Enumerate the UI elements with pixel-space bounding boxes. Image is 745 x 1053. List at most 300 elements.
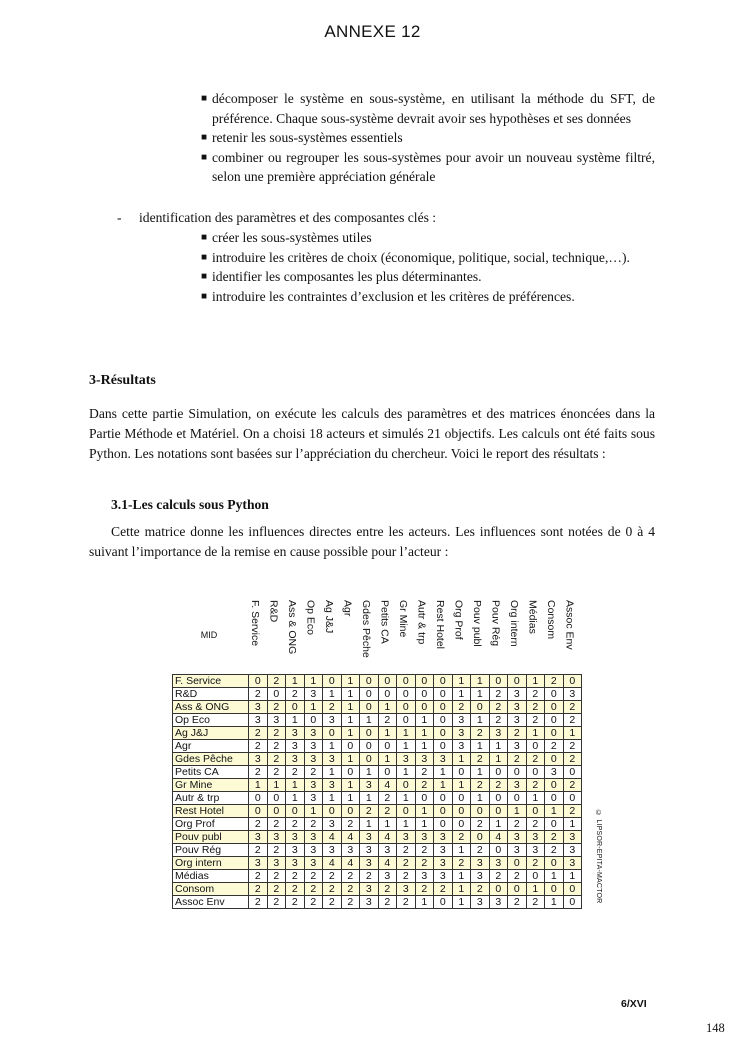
matrix-cell: 1 [415,740,434,753]
matrix-cell: 1 [397,792,416,805]
matrix-cell: 1 [452,883,471,896]
matrix-cell: 0 [545,753,564,766]
matrix-cell: 0 [341,740,360,753]
matrix-cell: 0 [415,792,434,805]
row-label: Médias [173,870,249,883]
matrix-cell: 2 [563,753,582,766]
matrix-cell: 3 [452,714,471,727]
matrix-cell: 0 [249,675,268,688]
table-row [173,844,582,857]
matrix-column-header: Ag J&J [323,600,335,634]
table-row [173,779,582,792]
table-row [173,766,582,779]
matrix-cell: 2 [341,883,360,896]
row-label: Assoc Env [173,896,249,909]
matrix-cell: 1 [341,753,360,766]
matrix-cell: 3 [508,740,527,753]
matrix-cell: 1 [452,753,471,766]
matrix-cell: 0 [341,805,360,818]
row-label: Gdes Pêche [173,753,249,766]
matrix-column-header: Petits CA [378,600,391,644]
matrix-cell: 3 [563,688,582,701]
matrix-cell: 2 [249,818,268,831]
table-row [173,818,582,831]
matrix-cell: 3 [434,870,453,883]
matrix-cell: 2 [415,857,434,870]
matrix-cell: 1 [286,792,305,805]
matrix-cell: 1 [526,675,545,688]
matrix-cell: 1 [452,896,471,909]
matrix-cell: 2 [286,870,305,883]
matrix-cell: 0 [452,792,471,805]
matrix-cell: 1 [323,688,342,701]
matrix-cell: 3 [508,844,527,857]
matrix-cell: 2 [249,883,268,896]
matrix-cell: 1 [286,675,305,688]
matrix-cell: 1 [471,740,490,753]
matrix-cell: 0 [249,805,268,818]
matrix-cell: 2 [286,766,305,779]
matrix-corner-label: MID [200,630,218,640]
matrix-cell: 1 [489,753,508,766]
matrix-cell: 3 [434,844,453,857]
matrix-cell: 0 [397,688,416,701]
matrix-cell: 1 [341,675,360,688]
table-row [173,870,582,883]
matrix-cell: 1 [378,753,397,766]
matrix-cell: 2 [508,727,527,740]
matrix-cell: 1 [323,740,342,753]
matrix-cell: 3 [489,727,508,740]
matrix-cell: 0 [267,792,286,805]
row-label: Ag J&J [173,727,249,740]
matrix-cell: 1 [434,766,453,779]
matrix-cell: 0 [489,792,508,805]
matrix-cell: 3 [267,714,286,727]
matrix-cell: 3 [267,857,286,870]
matrix-cell: 0 [397,714,416,727]
matrix-cell: 2 [489,714,508,727]
matrix-cell: 2 [378,805,397,818]
matrix-cell: 1 [341,779,360,792]
matrix-cell: 2 [249,740,268,753]
matrix-cell: 0 [378,675,397,688]
row-label: Pouv Rég [173,844,249,857]
matrix-cell: 0 [378,688,397,701]
matrix-column-header: Agr [341,600,354,617]
matrix-column-header: Médias [526,600,539,634]
table-row [173,753,582,766]
matrix-cell: 0 [434,688,453,701]
matrix-cell: 1 [471,792,490,805]
matrix-cell: 1 [508,805,527,818]
matrix-cell: 0 [452,805,471,818]
matrix-column-header: R&D [267,600,280,623]
matrix-column-header: Consom [545,600,557,640]
matrix-cell: 4 [341,857,360,870]
matrix-cell: 0 [508,792,527,805]
row-label: R&D [173,688,249,701]
matrix-cell: 0 [452,818,471,831]
matrix-cell: 3 [323,714,342,727]
matrix-cell: 0 [526,766,545,779]
matrix-cell: 2 [508,896,527,909]
section-intro: Dans cette partie Simulation, on exécute les calculs des paramètres et des matrices énoncées dans la Partie Méthode et Matériel. On a choisi 18 acteurs et simulés 21 objectifs. Les calculs ont été faits sous Python. Les notations sont basées sur l’appréciation du chercheur. Voici le report des résultats : [89,406,655,461]
matrix-cell: 2 [526,714,545,727]
table-row [173,831,582,844]
row-label: Pouv publ [173,831,249,844]
matrix-cell: 3 [286,753,305,766]
matrix-cell: 2 [563,779,582,792]
matrix-cell: 3 [508,701,527,714]
matrix-cell: 3 [304,688,323,701]
matrix-cell: 1 [397,727,416,740]
matrix-cell: 2 [563,740,582,753]
matrix-cell: 1 [415,818,434,831]
matrix-cell: 0 [434,714,453,727]
matrix-cell: 3 [378,870,397,883]
matrix-cell: 3 [434,753,453,766]
matrix-cell: 2 [323,883,342,896]
matrix-cell: 2 [545,831,564,844]
matrix-cell: 2 [341,870,360,883]
table-row [173,896,582,909]
matrix-cell: 2 [286,896,305,909]
matrix-cell: 2 [267,818,286,831]
matrix-cell: 2 [249,766,268,779]
matrix-cell: 1 [415,714,434,727]
matrix-cell: 0 [489,766,508,779]
matrix-cell: 2 [397,870,416,883]
matrix-cell: 4 [489,831,508,844]
matrix-cell: 1 [526,792,545,805]
matrix-cell: 1 [452,688,471,701]
matrix-cell: 0 [489,675,508,688]
annex-title: ANNEXE 12 [324,22,421,41]
matrix-cell: 0 [563,675,582,688]
matrix-cell: 1 [378,818,397,831]
matrix-cell: 3 [360,896,379,909]
matrix-cell: 1 [341,727,360,740]
matrix-cell: 2 [452,857,471,870]
matrix-cell: 1 [360,714,379,727]
matrix-cell: 2 [267,701,286,714]
matrix-cell: 0 [471,805,490,818]
matrix-cell: 2 [415,779,434,792]
matrix-cell: 1 [304,805,323,818]
matrix-cell: 0 [341,766,360,779]
matrix-cell: 2 [397,896,416,909]
square-bullet-icon: ■ [201,132,208,143]
square-bullet-icon: ■ [201,251,208,263]
matrix-cell: 3 [249,753,268,766]
matrix-cell: 3 [489,896,508,909]
bullet-list-1 [201,89,655,187]
matrix-cell: 2 [323,701,342,714]
subsection-heading: 3.1-Les calculs sous Python [111,497,269,512]
matrix-cell: 2 [545,675,564,688]
matrix-cell: 3 [434,857,453,870]
matrix-cell: 0 [545,701,564,714]
matrix-cell: 0 [508,857,527,870]
matrix-cell: 0 [434,818,453,831]
matrix-cell: 3 [471,857,490,870]
matrix-cell: 2 [378,714,397,727]
copyright-text: © LIPSOR-EPITA-MACTOR [595,810,602,904]
matrix-cell: 3 [286,727,305,740]
matrix-cell: 1 [452,870,471,883]
matrix-cell: 2 [360,870,379,883]
matrix-cell: 4 [323,831,342,844]
matrix-cell: 3 [508,714,527,727]
matrix-cell: 3 [563,831,582,844]
matrix-cell: 2 [267,883,286,896]
matrix-cell: 2 [304,818,323,831]
matrix-cell: 3 [286,740,305,753]
matrix-cell: 1 [452,675,471,688]
matrix-column-header: Rest Hotel [434,600,446,650]
matrix-column-header: Assoc Env [563,600,576,650]
matrix-cell: 4 [323,857,342,870]
matrix-cell: 2 [249,870,268,883]
matrix-cell: 1 [545,896,564,909]
matrix-cell: 2 [526,688,545,701]
matrix-column-header: Gdes Pêche [360,600,372,658]
matrix-cell: 1 [471,714,490,727]
matrix-cell: 2 [563,701,582,714]
matrix-cell: 1 [545,805,564,818]
matrix-cell: 1 [360,792,379,805]
matrix-cell: 0 [434,896,453,909]
table-row [173,857,582,870]
matrix-cell: 3 [286,831,305,844]
matrix-cell: 3 [249,831,268,844]
matrix-cell: 3 [397,753,416,766]
matrix-cell: 3 [360,883,379,896]
matrix-cell: 2 [267,844,286,857]
matrix-cell: 0 [563,766,582,779]
matrix-cell: 1 [545,870,564,883]
matrix-cell: 0 [545,779,564,792]
matrix-cell: 1 [304,675,323,688]
matrix-cell: 1 [563,870,582,883]
matrix-cell: 0 [286,805,305,818]
matrix-cell: 2 [489,701,508,714]
matrix-cell: 2 [304,896,323,909]
matrix-cell: 2 [415,883,434,896]
matrix-cell: 2 [434,883,453,896]
matrix-cell: 2 [452,701,471,714]
list-item: ■ identifier les composantes les plus déterminantes. [201,267,655,287]
matrix-cell: 0 [545,714,564,727]
matrix-cell: 2 [397,857,416,870]
matrix-cell: 3 [563,844,582,857]
matrix-cell: 2 [526,818,545,831]
matrix-cell: 2 [267,727,286,740]
matrix-cell: 3 [360,779,379,792]
section-heading: 3-Résultats [89,373,156,388]
table-row [173,688,582,701]
matrix-cell: 0 [267,805,286,818]
matrix-cell: 2 [415,766,434,779]
matrix-cell: 2 [545,844,564,857]
matrix-cell: 2 [563,805,582,818]
matrix-cell: 1 [415,805,434,818]
row-label: Consom [173,883,249,896]
matrix-cell: 0 [323,675,342,688]
matrix-cell: 1 [341,688,360,701]
matrix-cell: 3 [249,701,268,714]
table-row [173,883,582,896]
matrix-cell: 0 [545,688,564,701]
matrix-cell: 0 [489,883,508,896]
matrix-cell: 1 [286,714,305,727]
matrix-cell: 1 [563,818,582,831]
matrix-cell: 2 [397,844,416,857]
matrix-cell: 1 [397,740,416,753]
matrix-cell: 0 [267,688,286,701]
matrix-cell: 3 [471,896,490,909]
table-row [173,675,582,688]
table-row [173,805,582,818]
matrix-cell: 0 [434,727,453,740]
matrix-cell: 2 [526,753,545,766]
matrix-cell: 0 [415,675,434,688]
matrix-cell: 0 [526,740,545,753]
matrix-cell: 0 [563,896,582,909]
matrix-cell: 0 [471,831,490,844]
matrix-cell: 0 [434,805,453,818]
matrix-cell: 3 [304,740,323,753]
matrix-cell: 0 [415,701,434,714]
matrix-cell: 3 [360,844,379,857]
matrix-cell: 1 [526,883,545,896]
matrix-cell: 1 [378,701,397,714]
row-label: Org intern [173,857,249,870]
matrix-cell: 3 [286,844,305,857]
row-label: Org Prof [173,818,249,831]
matrix-cell: 3 [323,753,342,766]
table-row [173,727,582,740]
matrix-cell: 3 [360,831,379,844]
matrix-cell: 0 [360,727,379,740]
list-item: ■ créer les sous-systèmes utiles [201,228,655,248]
matrix-cell: 0 [545,727,564,740]
matrix-cell: 3 [249,857,268,870]
matrix-cell: 3 [452,727,471,740]
matrix-cell: 1 [526,727,545,740]
matrix-cell: 0 [489,844,508,857]
matrix-cell: 3 [323,844,342,857]
matrix-cell: 0 [545,818,564,831]
matrix-cell: 2 [249,688,268,701]
matrix-cell: 2 [526,857,545,870]
matrix-cell: 2 [526,896,545,909]
matrix-cell: 3 [526,844,545,857]
matrix-cell: 1 [563,727,582,740]
row-label: Agr [173,740,249,753]
matrix-cell: 3 [471,870,490,883]
matrix-cell: 3 [415,753,434,766]
matrix-cell: 4 [378,857,397,870]
matrix-cell: 0 [526,805,545,818]
matrix-cell: 1 [267,779,286,792]
matrix-cell: 1 [341,714,360,727]
matrix-cell: 2 [267,870,286,883]
matrix-cell: 3 [360,857,379,870]
matrix-cell: 0 [471,701,490,714]
matrix-cell: 1 [471,675,490,688]
matrix-cell: 0 [508,675,527,688]
matrix-cell: 2 [545,740,564,753]
row-label: Petits CA [173,766,249,779]
matrix-cell: 2 [267,740,286,753]
matrix-cell: 3 [415,870,434,883]
row-label: Ass & ONG [173,701,249,714]
list-item: ■ combiner ou regrouper les sous-systèmes pour avoir un nouveau système filtré, selon une première appréciation générale [201,149,655,184]
matrix-cell: 2 [378,792,397,805]
matrix-cell: 3 [304,727,323,740]
matrix-cell: 1 [249,779,268,792]
matrix-cell: 2 [471,727,490,740]
matrix-cell: 3 [286,857,305,870]
matrix-cell: 3 [415,831,434,844]
matrix-cell: 3 [434,831,453,844]
matrix-cell: 3 [304,831,323,844]
matrix-cell: 2 [267,753,286,766]
table-row [173,714,582,727]
matrix-column-header: Pouv Rég [489,600,502,647]
matrix-cell: 2 [304,883,323,896]
matrix-cell: 1 [323,766,342,779]
matrix-cell: 3 [545,766,564,779]
matrix-cell: 2 [489,688,508,701]
matrix-cell: 0 [323,805,342,818]
matrix-cell: 0 [360,688,379,701]
matrix-column-header: Pouv publ [471,600,483,647]
matrix-cell: 0 [415,688,434,701]
table-row [173,701,582,714]
matrix-cell: 3 [323,779,342,792]
bullet-list-2 [201,228,655,306]
subsection-intro: Cette matrice donne les influences directes entre les acteurs. Les influences sont notées de 0 à 4 suivant l’importance de la remise en cause possible pour l’acteur : [89,524,655,559]
matrix-cell: 0 [360,701,379,714]
matrix-cell: 2 [526,779,545,792]
matrix-cell: 1 [378,727,397,740]
matrix-cell: 2 [508,870,527,883]
matrix-cell: 0 [397,701,416,714]
matrix-cell: 0 [434,792,453,805]
matrix-cell: 0 [434,701,453,714]
matrix-cell: 0 [286,701,305,714]
square-bullet-icon: ■ [201,151,208,163]
matrix-cell: 0 [434,675,453,688]
matrix-cell: 0 [360,753,379,766]
matrix-cell: 2 [489,870,508,883]
matrix-cell: 2 [286,883,305,896]
matrix-cell: 2 [323,896,342,909]
row-label: Gr Mine [173,779,249,792]
matrix-cell: 2 [360,805,379,818]
matrix-cell: 3 [397,883,416,896]
matrix-cell: 3 [508,831,527,844]
matrix-cell: 1 [415,896,434,909]
square-bullet-icon: ■ [201,93,208,104]
matrix-cell: 2 [378,883,397,896]
dash-item: - identification des paramètres et des composantes clés : [117,210,437,225]
matrix-cell: 4 [341,831,360,844]
matrix-column-header: Ass & ONG [286,600,298,655]
